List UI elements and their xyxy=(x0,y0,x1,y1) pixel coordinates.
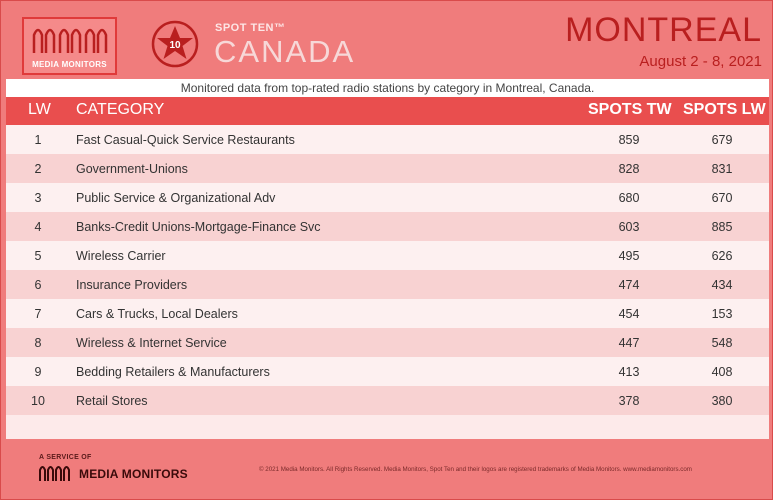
legal-notice: © 2021 Media Monitors. All Rights Reserved. Media Monitors, Spot Ten and their logos are registered trademarks of Media Monitors. www.mediamonitors.com xyxy=(259,466,692,473)
cell-lw: 10 xyxy=(31,394,45,408)
cell-spots-tw: 495 xyxy=(618,249,640,263)
table-row xyxy=(6,125,769,154)
cell-spots-tw: 680 xyxy=(618,191,640,205)
header-category: CATEGORY xyxy=(76,101,165,118)
cell-category: Fast Casual-Quick Service Restaurants xyxy=(76,133,295,147)
cell-spots-lw: 153 xyxy=(711,307,733,321)
media-monitors-logo xyxy=(22,17,117,75)
table-row xyxy=(6,386,769,415)
cell-lw: 3 xyxy=(34,191,42,205)
cell-spots-lw: 434 xyxy=(711,278,733,292)
cell-spots-tw: 603 xyxy=(618,220,640,234)
table-row xyxy=(6,212,769,241)
country-title: CANADA xyxy=(214,34,356,69)
cell-lw: 1 xyxy=(34,133,42,147)
header-spots-lw: SPOTS LW xyxy=(683,101,766,118)
table-row xyxy=(6,299,769,328)
cell-lw: 9 xyxy=(34,365,42,379)
city-title: MONTREAL xyxy=(565,11,762,49)
star-badge-icon xyxy=(151,20,199,68)
cell-lw: 5 xyxy=(34,249,42,263)
cell-spots-lw: 885 xyxy=(711,220,733,234)
table-row xyxy=(6,270,769,299)
table-row xyxy=(6,328,769,357)
cell-spots-lw: 679 xyxy=(711,133,733,147)
cell-category: Public Service & Organizational Adv xyxy=(76,191,276,205)
subtitle: Monitored data from top-rated radio stations by category in Montreal, Canada. xyxy=(6,79,769,97)
footer-brand: MEDIA MONITORS xyxy=(79,467,188,481)
cell-lw: 8 xyxy=(34,336,42,350)
table-header xyxy=(6,97,769,125)
cell-lw: 2 xyxy=(34,162,42,176)
cell-spots-tw: 447 xyxy=(618,336,640,350)
table-row xyxy=(6,357,769,386)
cell-spots-tw: 454 xyxy=(618,307,640,321)
cell-category: Cars & Trucks, Local Dealers xyxy=(76,307,238,321)
footer-waveform-icon xyxy=(39,464,75,482)
cell-category: Retail Stores xyxy=(76,394,148,408)
cell-lw: 6 xyxy=(34,278,42,292)
date-range: August 2 - 8, 2021 xyxy=(639,53,762,70)
cell-spots-lw: 380 xyxy=(711,394,733,408)
table-row xyxy=(6,241,769,270)
cell-lw: 7 xyxy=(34,307,42,321)
table-row xyxy=(6,183,769,212)
waveform-icon xyxy=(32,25,108,55)
logo-text: MEDIA MONITORS xyxy=(32,60,107,69)
cell-lw: 4 xyxy=(34,220,42,234)
cell-spots-lw: 548 xyxy=(711,336,733,350)
cell-spots-tw: 413 xyxy=(618,365,640,379)
table-row xyxy=(6,154,769,183)
cell-spots-lw: 626 xyxy=(711,249,733,263)
cell-spots-tw: 474 xyxy=(618,278,640,292)
cell-category: Bedding Retailers & Manufacturers xyxy=(76,365,270,379)
spot-ten-badge xyxy=(151,20,199,68)
cell-spots-tw: 859 xyxy=(618,133,640,147)
table-body xyxy=(6,125,769,415)
cell-spots-lw: 670 xyxy=(711,191,733,205)
cell-category: Insurance Providers xyxy=(76,278,188,292)
cell-spots-tw: 828 xyxy=(618,162,640,176)
cell-spots-tw: 378 xyxy=(618,394,640,408)
header-spots-tw: SPOTS TW xyxy=(588,101,672,118)
cell-category: Wireless & Internet Service xyxy=(76,336,227,350)
header-lw: LW xyxy=(28,101,51,118)
service-of-label: A SERVICE OF xyxy=(39,454,92,461)
cell-category: Banks-Credit Unions-Mortgage-Finance Svc xyxy=(76,220,321,234)
cell-category: Government-Unions xyxy=(76,162,188,176)
spot-ten-label: SPOT TEN™ xyxy=(215,22,286,34)
cell-spots-lw: 408 xyxy=(711,365,733,379)
cell-category: Wireless Carrier xyxy=(76,249,166,263)
data-panel xyxy=(6,79,769,439)
cell-spots-lw: 831 xyxy=(711,162,733,176)
badge-number: 10 xyxy=(169,40,181,51)
